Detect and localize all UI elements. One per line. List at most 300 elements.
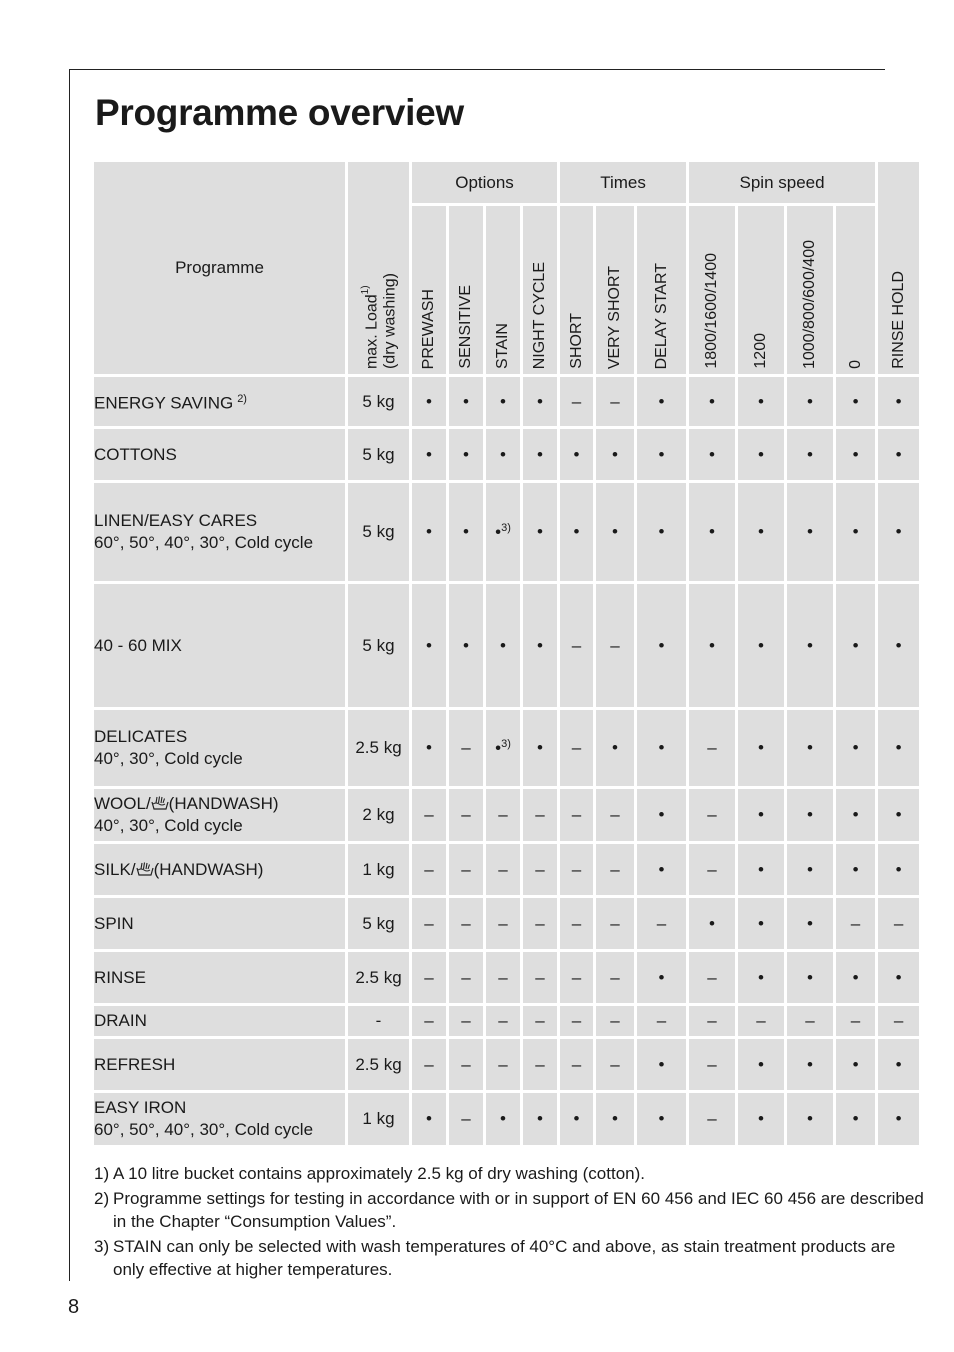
header-night-cycle: NIGHT CYCLE <box>523 206 557 374</box>
unavailable-dash: – <box>893 913 904 933</box>
programme-table <box>91 159 922 1148</box>
available-dot: • <box>537 522 543 541</box>
footnote-number: 3) <box>94 1237 110 1256</box>
programme-name-cell <box>94 710 345 786</box>
availability-cell <box>878 952 919 1003</box>
available-dot: • <box>758 444 764 464</box>
availability-cell <box>836 1093 875 1145</box>
footnote-text: STAIN can only be selected with wash temperatures of 40°C and above, as stain treatment products are only effective at higher temperatures. <box>113 1237 896 1279</box>
available-dot: • <box>500 391 506 411</box>
unavailable-dash: – <box>610 859 620 879</box>
programme-temperatures: 60°, 50°, 40°, 30°, Cold cycle <box>94 1120 314 1139</box>
availability-cell <box>486 710 520 786</box>
unavailable-dash: – <box>850 913 861 933</box>
unavailable-dash: – <box>498 1054 508 1074</box>
availability-cell <box>836 584 875 707</box>
availability-cell <box>738 1093 784 1145</box>
programme-name-cell <box>94 898 345 949</box>
availability-cell <box>449 584 483 707</box>
header-spin-1000: 1000/800/600/400 <box>787 206 833 374</box>
availability-cell <box>878 1006 919 1036</box>
availability-cell <box>836 377 875 426</box>
availability-cell <box>836 844 875 895</box>
unavailable-dash: – <box>571 738 582 757</box>
available-dot: • <box>807 967 813 987</box>
available-dot: • <box>895 859 902 879</box>
handwash-icon <box>136 861 154 877</box>
availability-cell <box>449 1006 483 1036</box>
availability-cell <box>787 1093 833 1145</box>
availability-cell <box>878 429 919 480</box>
availability-cell <box>596 1039 634 1090</box>
available-dot: • <box>807 1109 813 1128</box>
unavailable-dash: – <box>571 913 582 933</box>
available-dot: • <box>807 1054 813 1074</box>
available-dot: • <box>852 522 859 541</box>
available-dot: • <box>426 444 432 464</box>
available-dot: • <box>895 635 902 655</box>
available-dot: • <box>758 913 764 933</box>
unavailable-dash: – <box>461 913 471 933</box>
availability-cell <box>596 584 634 707</box>
availability-cell <box>486 1039 520 1090</box>
available-dot: • <box>758 738 764 757</box>
unavailable-dash: – <box>756 1011 766 1030</box>
availability-cell <box>738 952 784 1003</box>
available-dot: • <box>852 738 859 757</box>
unavailable-dash: – <box>805 1011 815 1030</box>
availability-cell <box>412 483 446 581</box>
available-dot: • <box>658 1109 665 1128</box>
available-dot: • <box>758 522 764 541</box>
available-dot: • <box>426 391 432 411</box>
available-dot: • <box>807 805 813 824</box>
availability-cell <box>637 898 686 949</box>
availability-cell <box>637 483 686 581</box>
availability-cell <box>836 710 875 786</box>
availability-cell <box>560 1039 593 1090</box>
availability-cell <box>560 952 593 1003</box>
available-dot: • <box>500 444 506 464</box>
unavailable-dash: – <box>571 635 582 655</box>
table-row <box>94 844 919 895</box>
available-dot: • <box>658 738 665 757</box>
available-dot: • <box>852 444 859 464</box>
available-dot: • <box>852 805 859 824</box>
available-dot: • <box>573 522 580 541</box>
available-dot: • <box>709 444 715 464</box>
table-row <box>94 710 919 786</box>
availability-cell <box>449 1093 483 1145</box>
availability-cell <box>412 952 446 1003</box>
availability-cell <box>738 1039 784 1090</box>
programme-name: DRAIN <box>94 1011 147 1030</box>
available-dot: • <box>758 391 764 411</box>
availability-cell <box>738 483 784 581</box>
availability-cell <box>523 1093 557 1145</box>
availability-cell <box>787 429 833 480</box>
available-dot: • <box>807 444 813 464</box>
availability-cell <box>738 898 784 949</box>
availability-cell <box>637 844 686 895</box>
availability-cell <box>412 844 446 895</box>
unavailable-dash: – <box>461 1109 471 1128</box>
available-dot: • <box>852 859 859 879</box>
unavailable-dash: – <box>535 1054 545 1074</box>
unavailable-dash: – <box>424 859 434 879</box>
availability-cell <box>523 377 557 426</box>
available-dot: • <box>426 738 432 757</box>
available-dot: • <box>537 738 543 757</box>
availability-cell <box>689 1093 735 1145</box>
availability-cell <box>560 1093 593 1145</box>
available-dot: • <box>537 391 543 411</box>
table-row <box>94 789 919 841</box>
availability-cell <box>523 710 557 786</box>
programme-name: SPIN <box>94 913 134 933</box>
availability-cell <box>449 898 483 949</box>
availability-cell <box>523 483 557 581</box>
header-programme: Programme <box>94 162 345 374</box>
availability-cell <box>486 844 520 895</box>
available-dot: • <box>758 1054 764 1074</box>
availability-cell <box>878 584 919 707</box>
footnote-text: Programme settings for testing in accordance with or in support of EN 60 456 and IEC 60 456 are described in the Chapter “Consumption Values”. <box>113 1189 924 1231</box>
available-dot: • <box>426 522 432 541</box>
unavailable-dash: – <box>498 967 508 987</box>
available-dot: • <box>852 967 859 987</box>
unavailable-dash: – <box>610 635 620 655</box>
unavailable-dash: – <box>535 913 545 933</box>
unavailable-dash: – <box>424 967 434 987</box>
available-dot: • <box>658 967 665 987</box>
header-row-groups <box>94 162 919 203</box>
availability-cell <box>836 483 875 581</box>
available-dot: • <box>537 444 543 464</box>
header-group-spin-speed: Spin speed <box>689 162 875 203</box>
available-dot: • <box>852 1109 859 1128</box>
availability-cell <box>449 429 483 480</box>
available-dot: • <box>612 444 618 464</box>
available-dot: • <box>807 913 813 933</box>
footnote-number: 1) <box>94 1164 110 1183</box>
table-row <box>94 1006 919 1036</box>
max-load-cell: - <box>348 1006 409 1036</box>
table-body <box>94 377 919 1145</box>
unavailable-dash: – <box>571 859 582 879</box>
programme-name-cell <box>94 1039 345 1090</box>
available-dot: • <box>463 391 469 411</box>
unavailable-dash: – <box>498 805 508 824</box>
footnote-text: A 10 litre bucket contains approximately 2.5 kg of dry washing (cotton). <box>113 1164 645 1183</box>
header-group-times: Times <box>560 162 686 203</box>
availability-cell <box>637 584 686 707</box>
availability-cell <box>787 844 833 895</box>
availability-cell <box>689 429 735 480</box>
header-spin-1800: 1800/1600/1400 <box>689 206 735 374</box>
availability-cell <box>523 789 557 841</box>
available-dot: • <box>500 1109 506 1128</box>
available-dot: • <box>709 635 715 655</box>
available-dot: • <box>807 635 813 655</box>
unavailable-dash: – <box>610 1011 620 1030</box>
available-dot: • <box>463 522 469 541</box>
availability-cell <box>412 789 446 841</box>
programme-name-cell <box>94 1093 345 1145</box>
unavailable-dash: – <box>461 738 471 757</box>
available-dot: • <box>658 859 665 879</box>
header-prewash: PREWASH <box>412 206 446 374</box>
header-sensitive: SENSITIVE <box>449 206 483 374</box>
handwash-icon <box>151 795 169 811</box>
available-dot: • <box>573 444 580 464</box>
programme-temperatures: 60°, 50°, 40°, 30°, Cold cycle <box>94 533 314 552</box>
programme-temperatures: 40°, 30°, Cold cycle <box>94 749 243 768</box>
available-dot: • <box>895 967 902 987</box>
table-row <box>94 1039 919 1090</box>
available-dot: • <box>895 738 902 757</box>
page-title: Programme overview <box>95 92 464 133</box>
availability-cell <box>637 789 686 841</box>
availability-cell <box>560 483 593 581</box>
available-dot: • <box>895 805 902 824</box>
availability-cell <box>738 377 784 426</box>
availability-cell <box>449 844 483 895</box>
unavailable-dash: – <box>707 805 717 824</box>
programme-name-cell <box>94 789 345 841</box>
unavailable-dash: – <box>610 913 620 933</box>
availability-cell <box>689 1006 735 1036</box>
table-row <box>94 377 919 426</box>
availability-cell <box>560 710 593 786</box>
available-dot: • <box>658 1054 665 1074</box>
availability-cell <box>523 898 557 949</box>
availability-cell <box>560 584 593 707</box>
unavailable-dash: – <box>707 1109 717 1128</box>
availability-cell <box>412 1039 446 1090</box>
availability-cell <box>637 710 686 786</box>
table-row <box>94 429 919 480</box>
max-load-cell: 5 kg <box>348 429 409 480</box>
available-dot: • <box>709 522 715 541</box>
footnote <box>94 1235 924 1281</box>
availability-cell <box>412 584 446 707</box>
available-dot: • <box>612 522 618 541</box>
availability-cell <box>523 584 557 707</box>
available-dot: • <box>758 859 764 879</box>
availability-cell <box>596 429 634 480</box>
available-dot: • <box>463 635 469 655</box>
availability-cell <box>836 1039 875 1090</box>
availability-cell <box>689 377 735 426</box>
available-dot: • <box>758 805 764 824</box>
header-spin-1200: 1200 <box>738 206 784 374</box>
programme-name: ENERGY SAVING <box>94 393 234 413</box>
availability-cell <box>449 952 483 1003</box>
available-dot: • <box>758 1109 764 1128</box>
unavailable-dash: – <box>498 913 508 933</box>
footnote-number: 2) <box>94 1189 110 1208</box>
availability-cell <box>689 483 735 581</box>
unavailable-dash: – <box>535 967 545 987</box>
availability-cell <box>738 710 784 786</box>
availability-cell <box>787 584 833 707</box>
availability-cell <box>787 710 833 786</box>
availability-cell <box>637 377 686 426</box>
availability-cell <box>787 898 833 949</box>
programme-name-suffix: (HANDWASH) <box>153 859 264 879</box>
unavailable-dash: – <box>571 1054 582 1074</box>
unavailable-dash: – <box>535 859 545 879</box>
availability-cell <box>787 952 833 1003</box>
availability-cell <box>836 789 875 841</box>
programme-name-cell <box>94 952 345 1003</box>
available-dot: • <box>895 522 902 541</box>
availability-cell <box>486 898 520 949</box>
availability-cell <box>560 1006 593 1036</box>
availability-cell <box>523 1006 557 1036</box>
availability-cell <box>486 429 520 480</box>
table-row <box>94 898 919 949</box>
available-dot: • <box>537 1109 543 1128</box>
programme-name: RINSE <box>94 967 146 987</box>
unavailable-dash: – <box>498 1011 508 1030</box>
available-dot: • <box>463 444 469 464</box>
unavailable-dash: – <box>707 738 717 757</box>
footnotes <box>94 1162 924 1283</box>
unavailable-dash: – <box>656 1011 667 1030</box>
availability-cell <box>689 844 735 895</box>
availability-cell <box>596 789 634 841</box>
unavailable-dash: – <box>707 859 717 879</box>
availability-cell <box>689 952 735 1003</box>
available-dot: • <box>500 635 506 655</box>
unavailable-dash: – <box>535 1011 545 1030</box>
availability-cell <box>486 1093 520 1145</box>
programme-name-cell <box>94 584 345 707</box>
available-dot: • <box>658 805 665 824</box>
available-dot: • <box>807 859 813 879</box>
available-dot: • <box>709 391 715 411</box>
footnote-ref: 2) <box>237 393 247 406</box>
availability-cell <box>878 710 919 786</box>
availability-cell <box>878 1093 919 1145</box>
unavailable-dash: – <box>571 1011 582 1030</box>
programme-name-cell <box>94 1006 345 1036</box>
available-dot: • <box>895 391 902 411</box>
top-rule <box>69 69 885 70</box>
availability-cell <box>523 844 557 895</box>
available-dot: • <box>658 391 665 411</box>
footnote <box>94 1187 924 1233</box>
availability-cell <box>449 1039 483 1090</box>
availability-cell <box>412 1006 446 1036</box>
unavailable-dash: – <box>424 805 434 824</box>
availability-cell <box>637 1039 686 1090</box>
unavailable-dash: – <box>707 1054 717 1074</box>
availability-cell <box>560 377 593 426</box>
available-dot: • <box>426 1109 432 1128</box>
availability-cell <box>523 1039 557 1090</box>
availability-cell <box>449 483 483 581</box>
availability-cell <box>486 789 520 841</box>
header-rinse-hold: RINSE HOLD <box>878 162 919 374</box>
table-row <box>94 483 919 581</box>
available-dot: • <box>709 913 715 933</box>
availability-cell <box>738 584 784 707</box>
availability-cell <box>486 377 520 426</box>
available-dot: • <box>612 738 618 757</box>
availability-cell <box>449 377 483 426</box>
programme-name: 40 - 60 MIX <box>94 635 182 655</box>
unavailable-dash: – <box>461 967 471 987</box>
footnote-ref: 3) <box>501 521 511 534</box>
availability-cell <box>836 952 875 1003</box>
availability-cell <box>596 952 634 1003</box>
unavailable-dash: – <box>498 859 508 879</box>
available-dot: • <box>573 1109 580 1128</box>
unavailable-dash: – <box>461 805 471 824</box>
availability-cell <box>596 844 634 895</box>
availability-cell <box>738 844 784 895</box>
availability-cell <box>738 789 784 841</box>
availability-cell <box>596 1093 634 1145</box>
programme-temperatures: 40°, 30°, Cold cycle <box>94 816 243 835</box>
programme-name-cell <box>94 429 345 480</box>
unavailable-dash: – <box>571 967 582 987</box>
availability-cell <box>878 898 919 949</box>
left-rule <box>69 69 70 1281</box>
programme-name: EASY IRON <box>94 1098 187 1117</box>
availability-cell <box>412 710 446 786</box>
availability-cell <box>560 844 593 895</box>
programme-name: WOOL/ <box>94 794 151 813</box>
max-load-cell: 1 kg <box>348 1093 409 1145</box>
max-load-cell: 2.5 kg <box>348 952 409 1003</box>
available-dot: • <box>895 444 902 464</box>
availability-cell <box>689 584 735 707</box>
programme-name-cell <box>94 844 345 895</box>
availability-cell <box>878 483 919 581</box>
page-number: 8 <box>68 1296 80 1318</box>
availability-cell <box>596 377 634 426</box>
unavailable-dash: – <box>424 1054 434 1074</box>
programme-name: DELICATES <box>94 727 188 746</box>
availability-cell <box>689 1039 735 1090</box>
max-load-cell: 5 kg <box>348 377 409 426</box>
unavailable-dash: – <box>461 1054 471 1074</box>
availability-cell <box>560 429 593 480</box>
unavailable-dash: – <box>610 967 620 987</box>
unavailable-dash: – <box>610 805 620 824</box>
available-dot: • <box>852 1054 859 1074</box>
availability-cell <box>787 1006 833 1036</box>
unavailable-dash: – <box>424 913 434 933</box>
programme-name: SILK/ <box>94 859 136 879</box>
availability-cell <box>878 1039 919 1090</box>
availability-cell <box>596 898 634 949</box>
availability-cell <box>596 1006 634 1036</box>
programme-name-suffix: (HANDWASH) <box>168 794 279 813</box>
unavailable-dash: – <box>424 1011 434 1030</box>
unavailable-dash: – <box>610 1054 620 1074</box>
unavailable-dash: – <box>707 967 717 987</box>
availability-cell <box>787 1039 833 1090</box>
availability-cell <box>787 789 833 841</box>
available-dot: • <box>807 391 813 411</box>
programme-name-cell <box>94 377 345 426</box>
availability-cell <box>412 1093 446 1145</box>
